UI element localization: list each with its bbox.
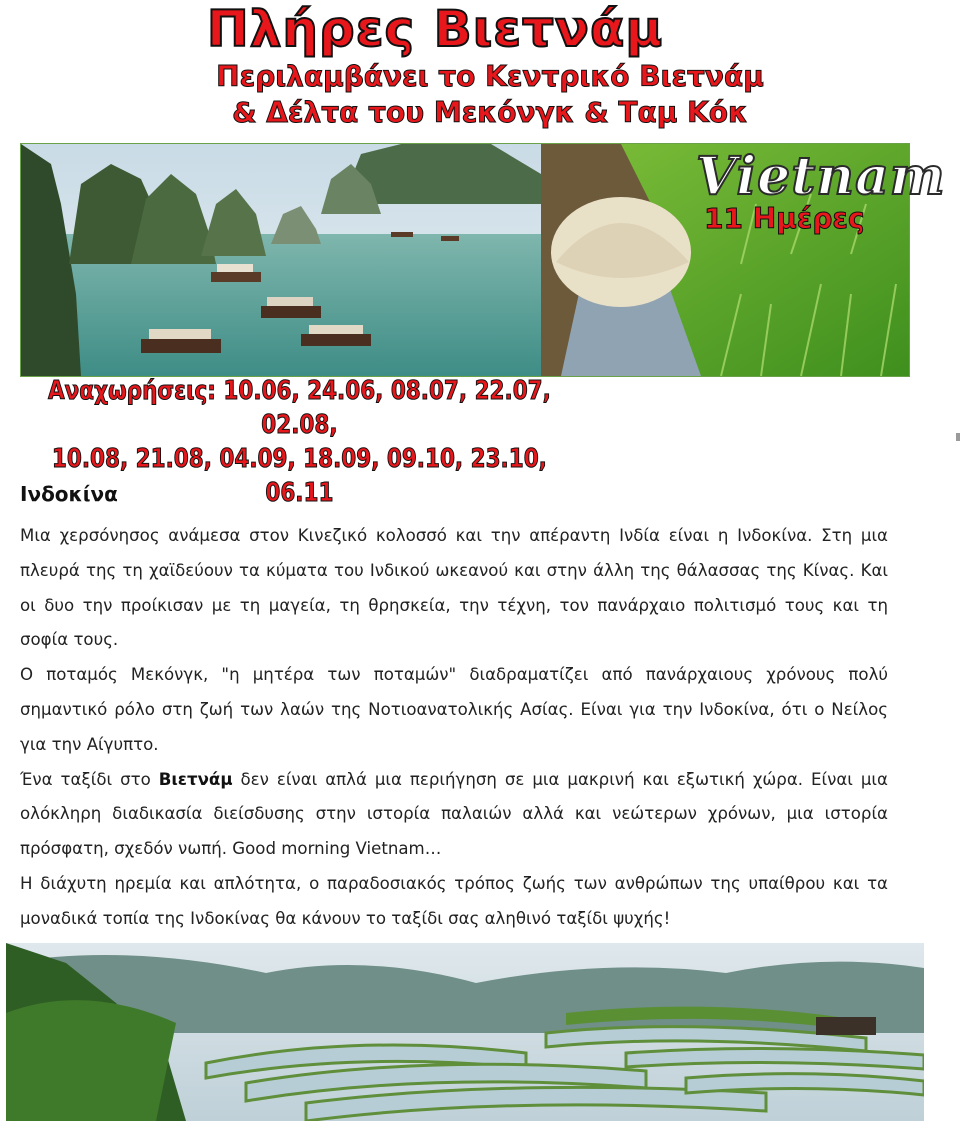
banner-duration: 11 Ημέρες [704,202,865,235]
page-title: Πλήρες Βιετνάμ [206,0,664,58]
paragraph-3-end: δεν είναι απλά μια περιήγηση σε μια μακρινή και εξωτική χώρα. Είναι μια ολόκληρη διαδικασία διείσδυσης στην ιστορία παλαιών αλλά και νεώτερων χρόνων, μια ιστορία πρόσφατη, σχεδόν νωπή. Good morning Vietnam… [20,769,888,859]
paragraph-3 [20,763,888,867]
paragraph-2: Ο ποταμός Μεκόνγκ, "η μητέρα των ποταμών" διαδραματίζει από πανάρχαιους χρόνους πολύ σημαντικό ρόλο στη ζωή των λαών της Νοτιοανατολικής Ασίας. Είναι για την Ινδοκίνα, ότι ο Νείλος για την Αίγυπτο. [20,665,888,754]
paragraph-1: Μια χερσόνησος ανάμεσα στον Κινεζικό κολοσσό και την απέραντη Ινδία είναι η Ινδοκίνα. Στη μια πλευρά της τη χαϊδεύουν τα κύματα του Ινδικού ωκεανού και στην άλλη της θάλασσας της Κίνας. Και οι δυο την προίκισαν με τη μαγεία, τη θρησκεία, την τέχνη, τον πανάρχαιο πολιτισμό τους και τη σοφία τους. [20,526,888,650]
page-subtitle-line2: & Δέλτα του Μεκόνγκ & Ταμ Κόκ [232,96,748,129]
rice-terraces-photo [6,943,924,1121]
departures-line1: Αναχωρήσεις: 10.06, 24.06, 08.07, 22.07, 02.08, [47,376,551,440]
edge-marker [956,433,960,441]
page-subtitle-line1: Περιλαμβάνει το Κεντρικό Βιετνάμ [216,60,764,93]
paragraph-3-start: Ένα ταξίδι στο [20,769,159,789]
paragraph-3-emphasis: Βιετνάμ [158,769,233,789]
paragraph-4: Η διάχυτη ηρεμία και απλότητα, ο παραδοσιακός τρόπος ζωής των ανθρώπων της υπαίθρου και τα μοναδικά τοπία της Ινδοκίνας θα κάνουν το ταξίδι σας αληθινό ταξίδι ψυχής! [20,873,888,928]
departures-line2: 10.08, 21.08, 04.09, 18.09, 09.10, 23.10, 06.11 [51,444,547,508]
banner-brand-text: Vietnam [696,146,946,207]
section-heading: Ινδοκίνα [20,482,118,506]
section-body [20,519,888,937]
